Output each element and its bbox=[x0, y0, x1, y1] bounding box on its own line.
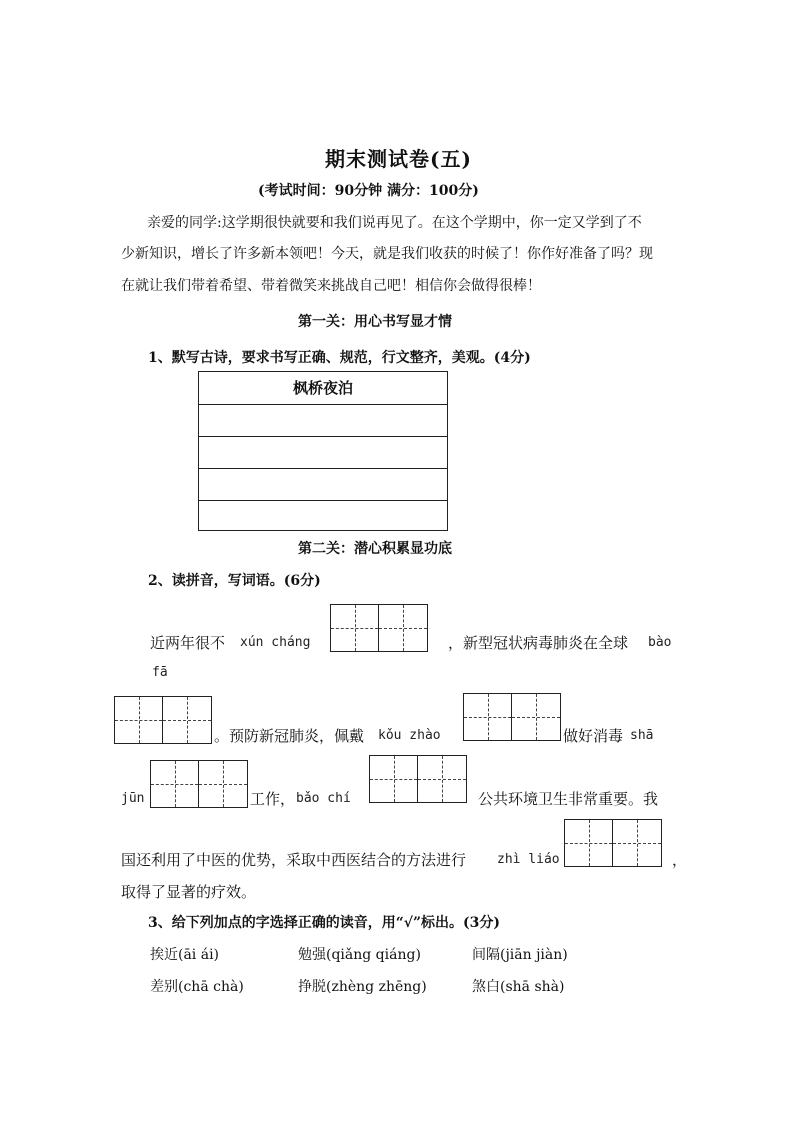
exam-info: (考试时间：90分钟 满分：100分) bbox=[258, 183, 479, 199]
q3-item-5[interactable]: 挣脱(zhèng zhēng) bbox=[298, 979, 427, 995]
q2-sentence-4: 国还利用了中医的优势，采取中西医结合的方法进行 bbox=[121, 851, 467, 869]
q2-sentence-5: 取得了显著的疗效。 bbox=[121, 883, 257, 901]
intro-line-2: 少新知识，增长了许多新本领吧！今天，就是我们收获的时候了！你作好准备了吗？现 bbox=[121, 246, 653, 262]
answer-box-baofa[interactable] bbox=[114, 696, 212, 744]
q3-item-2[interactable]: 勉强(qiǎng qiáng) bbox=[298, 947, 421, 963]
section-1-title: 第一关：用心书写显才情 bbox=[298, 314, 452, 330]
pinyin-jun: jūn bbox=[121, 791, 145, 806]
pinyin-sha: shā bbox=[630, 728, 654, 743]
question-1-prompt: 1、默写古诗，要求书写正确、规范，行文整齐，美观。(4分) bbox=[148, 350, 531, 366]
poem-line-3[interactable] bbox=[199, 468, 447, 469]
q2-sentence-3: 工作， bbox=[250, 790, 296, 808]
q3-item-4[interactable]: 差别(chā chà) bbox=[150, 979, 244, 995]
q2-sentence-2-after: 做好消毒 bbox=[563, 727, 624, 745]
q2-sentence-2: 。预防新冠肺炎，佩戴 bbox=[214, 727, 365, 745]
pinyin-zhiliao: zhì liáo bbox=[497, 852, 560, 867]
question-2-prompt: 2、读拼音，写词语。(6分) bbox=[148, 573, 321, 589]
answer-box-zhiliao[interactable] bbox=[564, 819, 662, 867]
pinyin-baochi: bǎo chí bbox=[296, 791, 351, 806]
answer-box-kouzhao[interactable] bbox=[463, 693, 561, 741]
section-2-title: 第二关：潜心积累显功底 bbox=[298, 541, 452, 557]
poem-writing-table bbox=[198, 371, 448, 531]
pinyin-fa: fā bbox=[152, 665, 168, 680]
intro-line-3: 在就让我们带着希望、带着微笑来挑战自己吧！相信你会做得很棒！ bbox=[121, 278, 541, 294]
page-title: 期末测试卷(五) bbox=[325, 147, 472, 171]
poem-line-2[interactable] bbox=[199, 436, 447, 437]
q2-sentence-4-comma: ， bbox=[672, 851, 688, 869]
q2-sentence-1-after: ，新型冠状病毒肺炎在全球 bbox=[448, 634, 629, 652]
poem-line-1[interactable] bbox=[199, 404, 447, 405]
answer-box-baochi[interactable] bbox=[369, 755, 467, 803]
question-3-prompt: 3、给下列加点的字选择正确的读音，用“√”标出。(3分) bbox=[148, 915, 501, 931]
q2-sentence-1: 近两年很不 bbox=[150, 634, 226, 652]
poem-line-4[interactable] bbox=[199, 500, 447, 501]
q3-item-1[interactable]: 挨近(āi ái) bbox=[150, 947, 220, 963]
q3-item-3[interactable]: 间隔(jiān jiàn) bbox=[472, 947, 568, 963]
pinyin-bao: bào bbox=[648, 635, 672, 650]
poem-title: 枫桥夜泊 bbox=[292, 379, 353, 397]
pinyin-kouzhao: kǒu zhào bbox=[378, 728, 441, 743]
intro-line-1: 亲爱的同学:这学期很快就要和我们说再见了。在这个学期中，你一定又学到了不 bbox=[147, 215, 642, 231]
answer-box-xunchang[interactable] bbox=[330, 604, 428, 652]
pinyin-xunchang: xún cháng bbox=[240, 635, 311, 650]
q2-sentence-3-after: 公共环境卫生非常重要。我 bbox=[478, 790, 659, 808]
q3-item-6[interactable]: 煞白(shā shà) bbox=[472, 979, 565, 995]
answer-box-shajun[interactable] bbox=[150, 760, 248, 808]
